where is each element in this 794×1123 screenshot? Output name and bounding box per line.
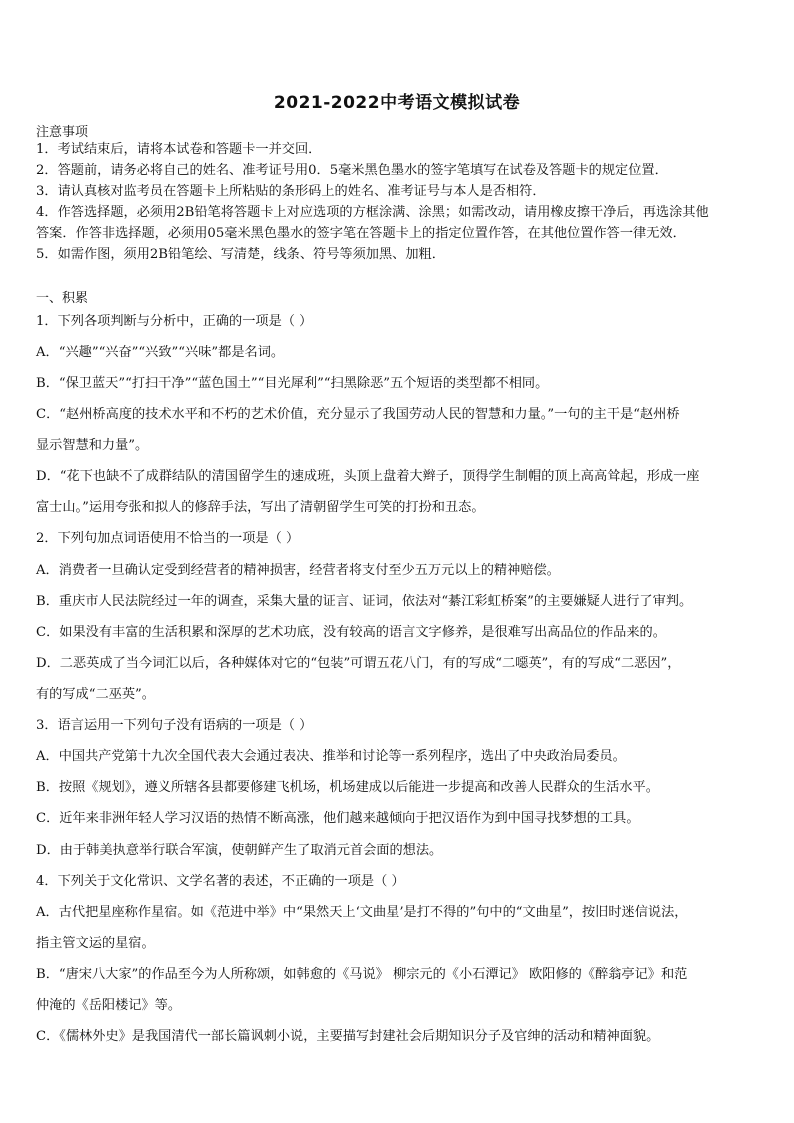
option-line: B．“唐宋八大家”的作品至今为人所称颂，如韩愈的《马说》 柳宗元的《小石潭记》 欧阳修的《醉翁亭记》和范	[36, 967, 688, 982]
option-line: 仲淹的《岳阳楼记》等。	[36, 998, 182, 1013]
option-line: C．“赵州桥高度的技术水平和不朽的艺术价值，充分显示了我国劳动人民的智慧和力量。”一句的主干是“赵州桥	[36, 407, 680, 422]
notice-line: 答案．作答非选择题，必须用05毫米黑色墨水的签字笔在答题卡上的指定位置作答，在其他位置作答一律无效．	[36, 226, 686, 241]
question-stem: 4．下列关于文化常识、文学名著的表述，不正确的一项是（ ）	[36, 874, 405, 889]
notice-line: 2．答题前，请务必将自己的姓名、准考证号用0．5毫米黑色墨水的签字笔填写在试卷及答题卡的规定位置．	[36, 163, 668, 178]
notice-line: 4．作答选择题，必须用2B铅笔将答题卡上对应选项的方框涂满、涂黑；如需改动，请用橡皮擦干净后，再选涂其他	[36, 205, 709, 220]
question-stem: 3．语言运用一下列句子没有语病的一项是（ ）	[36, 718, 313, 733]
option-line: A．“兴趣”“兴奋”“兴致”“兴味”都是名词。	[36, 345, 285, 360]
option-line: A．古代把星座称作星宿。如《范进中举》中“果然天上‘文曲星’是打不得的”句中的“文曲星”，按旧时迷信说法，	[36, 905, 688, 920]
question-stem: 1．下列各项判断与分析中，正确的一项是（ ）	[36, 314, 313, 329]
option-line: B．重庆市人民法院经过一年的调查，采集大量的证言、证词，依法对“綦江彩虹桥案”的主要嫌疑人进行了审判。	[36, 594, 693, 609]
option-line: A．中国共产党第十九次全国代表大会通过表决、推举和讨论等一系列程序，选出了中央政治局委员。	[36, 749, 626, 764]
option-line: D．由于韩美执意举行联合军演，使朝鲜产生了取消元首会面的想法。	[36, 843, 443, 858]
option-line: D．二恶英成了当今词汇以后，各种媒体对它的“包装”可谓五花八门，有的写成“二噁英”，有的写成“二恶因”，	[36, 656, 681, 671]
option-line: C．近年来非洲年轻人学习汉语的热情不断高涨，他们越来越倾向于把汉语作为到中国寻找梦想的工具。	[36, 811, 640, 826]
notice-line: 3．请认真核对监考员在答题卡上所粘贴的条形码上的姓名、准考证号与本人是否相符．	[36, 184, 546, 199]
option-line: C．《儒林外史》是我国清代一部长篇讽刺小说，主要描写封建社会后期知识分子及官绅的活动和精神面貌。	[36, 1029, 660, 1044]
option-line: A．消费者一旦确认定受到经营者的精神损害，经营者将支付至少五万元以上的精神赔偿。	[36, 563, 560, 578]
option-line: 指主管文运的星宿。	[36, 936, 155, 951]
notice-heading: 注意事项	[36, 125, 89, 140]
option-line: 显示智慧和力量”。	[36, 438, 149, 453]
option-line: B．按照《规划》，遵义所辖各县都要修建飞机场，机场建成以后能进一步提高和改善人民群众的生活水平。	[36, 780, 659, 795]
option-line: D．“花下也缺不了成群结队的清国留学生的速成班，头顶上盘着大辫子，顶得学生制帽的顶上高高耸起，形成一座	[36, 469, 700, 484]
option-line: 富士山。”运用夸张和拟人的修辞手法，写出了清朝留学生可笑的打扮和丑态。	[36, 500, 485, 515]
option-line: C．如果没有丰富的生活积累和深厚的艺术功底，没有较高的语言文字修养，是很难写出高品位的作品来的。	[36, 625, 666, 640]
notice-line: 1．考试结束后，请将本试卷和答题卡一并交回．	[36, 142, 322, 157]
question-stem: 2．下列句加点词语使用不恰当的一项是（ ）	[36, 531, 300, 546]
page-title: 2021-2022中考语文模拟试卷	[273, 93, 521, 113]
section-heading: 一、积累	[36, 291, 89, 306]
notice-line: 5．如需作图，须用2B铅笔绘、写清楚，线条、符号等须加黑、加粗．	[36, 247, 445, 262]
option-line: 有的写成“二巫英”。	[36, 687, 155, 702]
option-line: B．“保卫蓝天”“打扫干净”“蓝色国土”“目光犀利”“扫黑除恶”五个短语的类型都不相同。	[36, 376, 549, 391]
